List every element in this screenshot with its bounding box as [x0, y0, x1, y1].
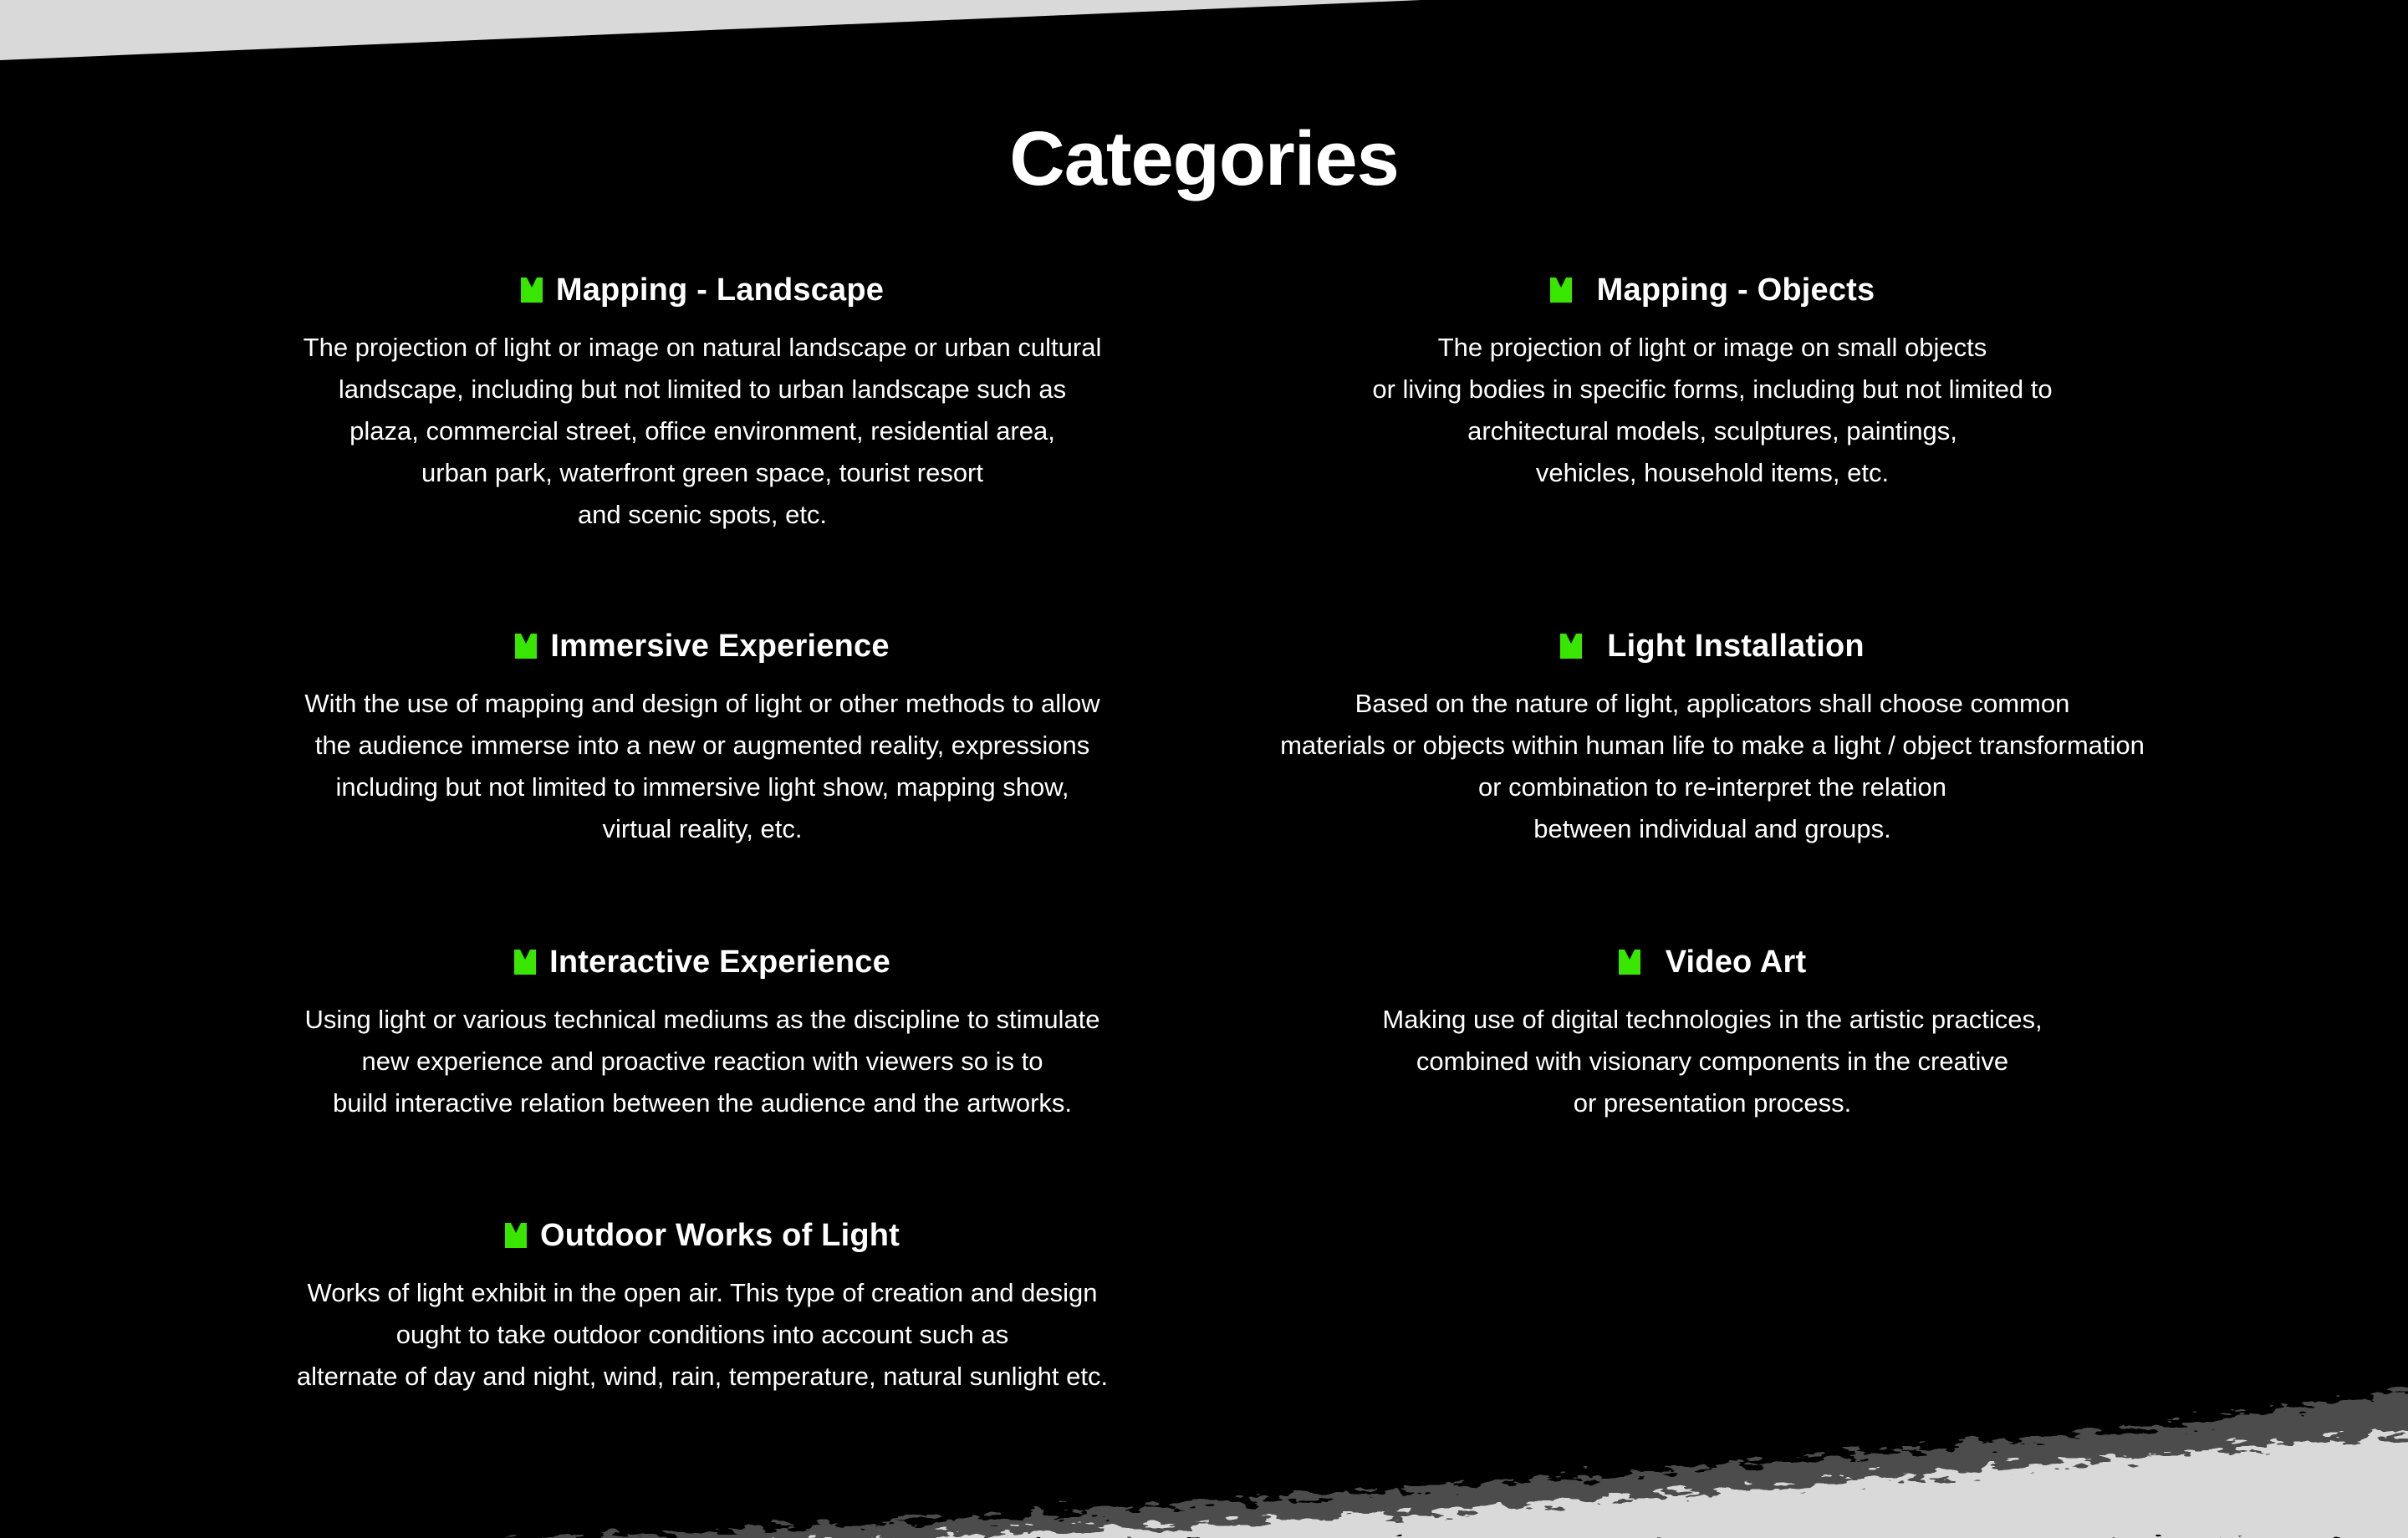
category-heading — [1252, 619, 2172, 673]
category-interactive-experience — [242, 935, 1162, 1124]
category-heading — [242, 1209, 1162, 1262]
category-description: With the use of mapping and design of light or other methods to allow the audience immerse into a new or augmented reality, expressions including but not limited to immersive light show, mapping show, virtual reality, etc. — [304, 689, 1100, 843]
category-light-installation — [1252, 619, 2172, 850]
category-title: Video Art — [1665, 945, 1807, 980]
category-mapping-landscape — [242, 263, 1162, 536]
category-description: The projection of light or image on natural landscape or urban cultural landscape, including but not limited to urban landscape such as plaza, commercial street, office environment, residential area, urban park, waterfront green space, tourist resort and scenic spots, etc. — [303, 333, 1102, 529]
category-heading — [242, 619, 1162, 673]
category-description: The projection of light or image on small objects or living bodies in specific forms, including but not limited to architectural models, sculptures, paintings, vehicles, household items, etc. — [1372, 333, 2053, 487]
category-title: Interactive Experience — [549, 945, 890, 980]
category-description: Using light or various technical mediums as the discipline to stimulate new experience and proactive reaction with viewers so is to build interactive relation between the audience and the artworks. — [304, 1005, 1100, 1118]
category-video-art — [1252, 935, 2172, 1124]
category-description: Works of light exhibit in the open air. This type of creation and design ought to take outdoor conditions into account such as alternate of day and night, wind, rain, temperature, natural sunlight etc. — [296, 1278, 1109, 1391]
category-description: Based on the nature of light, applicators shall choose common materials or objects within human life to make a light / object transformation or combination to re-interpret the relation between individual and groups. — [1280, 689, 2145, 843]
green-m-logo-icon — [515, 634, 537, 659]
top-torn-band — [0, 0, 2408, 67]
bottom-torn-band — [0, 1346, 2408, 1538]
category-title: Immersive Experience — [550, 629, 890, 664]
category-description: Making use of digital technologies in the artistic practices, combined with visionary components in the creative or presentation process. — [1382, 1005, 2043, 1118]
page-title: Categories — [1009, 116, 1399, 201]
green-m-logo-icon — [505, 1223, 527, 1248]
green-m-logo-icon — [521, 278, 543, 303]
category-heading — [242, 935, 1162, 989]
category-heading — [1252, 935, 2172, 989]
category-title: Light Installation — [1607, 629, 1865, 664]
category-immersive-experience — [242, 619, 1162, 850]
green-m-logo-icon — [1560, 634, 1582, 659]
category-heading — [1252, 263, 2172, 317]
category-title: Mapping - Landscape — [555, 272, 885, 308]
green-m-logo-icon — [1550, 278, 1572, 303]
category-heading — [242, 263, 1162, 317]
green-m-logo-icon — [1619, 950, 1640, 975]
green-m-logo-icon — [514, 950, 536, 975]
category-mapping-objects — [1252, 263, 2172, 494]
category-title: Outdoor Works of Light — [539, 1218, 900, 1253]
category-title: Mapping - Objects — [1596, 272, 1875, 308]
